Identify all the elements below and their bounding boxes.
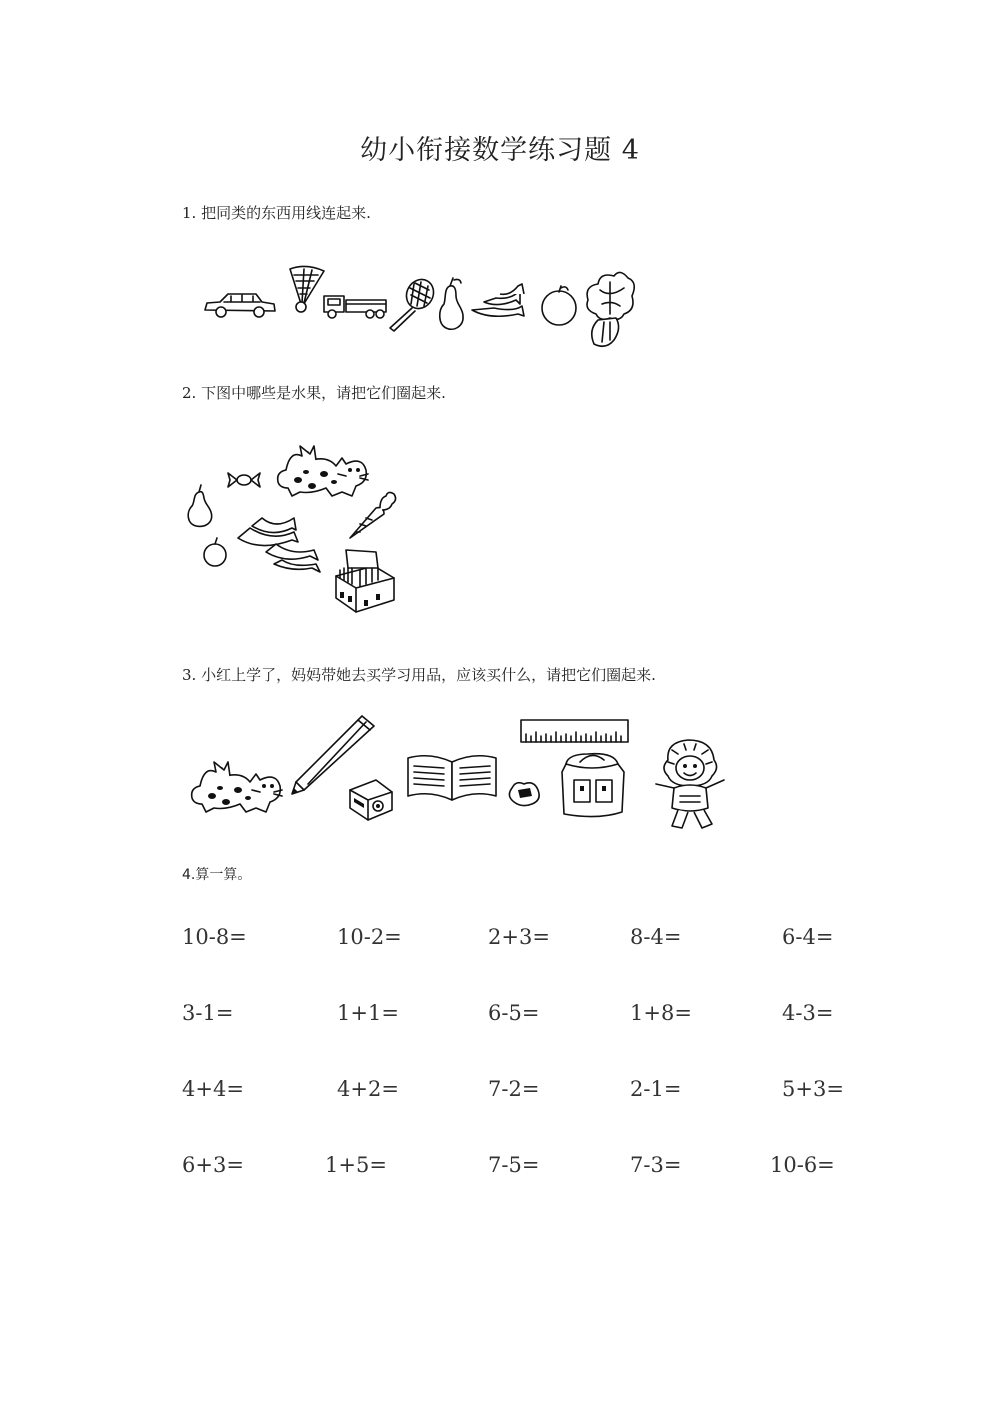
equation: 4+4= [182, 1077, 244, 1101]
sharpener-icon [346, 776, 396, 822]
carrot-icon [346, 490, 398, 542]
equation: 8-4= [630, 925, 682, 949]
page-title: 幼小衔接数学练习题 4 [360, 135, 640, 166]
equation: 10-8= [182, 925, 247, 949]
equation: 7-2= [488, 1077, 540, 1101]
apple-icon [200, 536, 230, 568]
equation: 4-3= [782, 1001, 834, 1025]
cabbage-icon [580, 270, 638, 350]
equation: 1+8= [630, 1001, 692, 1025]
crayon-box-icon [332, 548, 398, 614]
equation: 1+5= [325, 1153, 387, 1177]
equation: 6+3= [182, 1153, 244, 1177]
car-icon [202, 290, 278, 320]
equation: 2+3= [488, 925, 550, 949]
cat-icon [190, 758, 282, 814]
question-3: 3. 小红上学了，妈妈带她去买学习用品，应该买什么，请把它们圈起来. [182, 666, 656, 684]
ruler-icon [520, 718, 630, 744]
equation: 6-5= [488, 1001, 540, 1025]
equation: 6-4= [782, 925, 834, 949]
book-icon [404, 752, 500, 804]
equation: 2-1= [630, 1077, 682, 1101]
candy-icon [226, 470, 262, 490]
equation: 7-5= [488, 1153, 540, 1177]
tennis-racket-icon [384, 276, 440, 332]
equation: 1+1= [337, 1001, 399, 1025]
backpack-icon [558, 750, 628, 822]
pear-icon [184, 484, 216, 528]
truck-icon [322, 290, 388, 320]
doll-icon [650, 738, 732, 832]
equation: 5+3= [782, 1077, 844, 1101]
question-4: 4.算一算。 [182, 867, 252, 883]
equation: 3-1= [182, 1001, 234, 1025]
banana-icon [470, 282, 528, 324]
equation: 10-2= [337, 925, 402, 949]
apple-icon [538, 284, 580, 326]
pear-icon [436, 276, 466, 332]
equation: 7-3= [630, 1153, 682, 1177]
equation: 4+2= [337, 1077, 399, 1101]
question-2: 2. 下图中哪些是水果，请把它们圈起来. [182, 384, 446, 402]
equation: 10-6= [770, 1153, 835, 1177]
banana-icon [232, 512, 324, 576]
eraser-icon [506, 778, 542, 808]
question-1: 1. 把同类的东西用线连起来. [182, 204, 371, 222]
